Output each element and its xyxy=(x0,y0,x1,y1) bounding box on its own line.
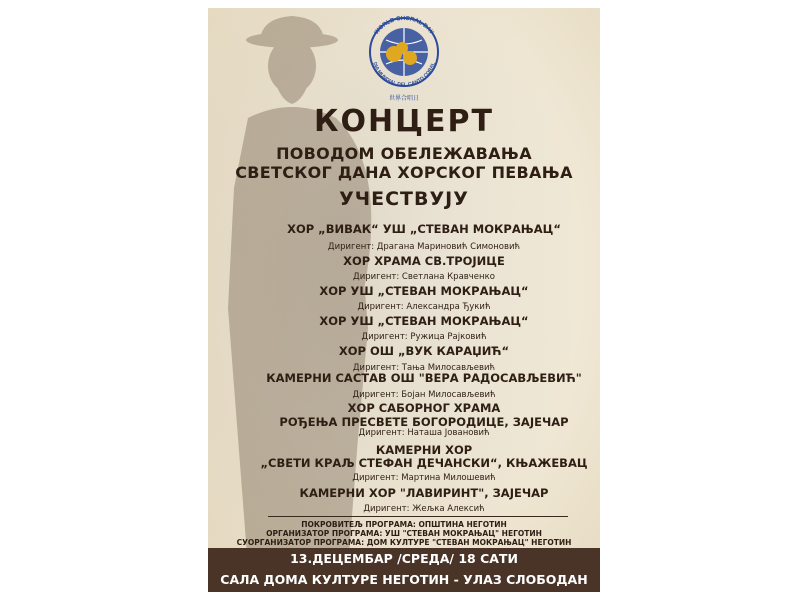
poster-subtitle-line-1: ПОВОДОМ ОБЕЛЕЖАВАЊА xyxy=(276,144,532,163)
conductor-line: Диригент: Жељка Алексић xyxy=(363,504,485,514)
choir-name: РОЂЕЊА ПРЕСВЕТЕ БОГОРОДИЦЕ, ЗАЈЕЧАР xyxy=(279,415,569,429)
logo-ring-top-text: WORLD CHORAL DAY xyxy=(373,15,435,36)
conductor-line: Диригент: Тања Милосављевић xyxy=(352,363,496,373)
choir-name: ХОР „ВИВАК“ УШ „СТЕВАН МОКРАЊАЦ“ xyxy=(287,222,561,236)
logo-ring-bottom-text: DIA MUNDIAL DEL CANTO CORAL xyxy=(371,61,437,89)
choir-name: КАМЕРНИ САСТАВ ОШ "ВЕРА РАДОСАВЉЕВИЋ" xyxy=(266,371,582,385)
choir-name: ХОР УШ „СТЕВАН МОКРАЊАЦ“ xyxy=(319,284,529,298)
poster-title: КОНЦЕРТ xyxy=(314,104,494,139)
conductor-line: Диригент: Мартина Милошевић xyxy=(352,473,496,483)
participants-heading: УЧЕСТВУЈУ xyxy=(339,188,469,210)
event-info-footer xyxy=(208,548,600,592)
choir-name: КАМЕРНИ ХОР "ЛАВИРИНТ", ЗАЈЕЧАР xyxy=(299,486,549,500)
choir-name: ХОР ХРАМА СВ.ТРОЈИЦЕ xyxy=(343,254,505,268)
sponsor-text: ПОКРОВИТЕЉ ПРОГРАМА: ОПШТИНА НЕГОТИН xyxy=(301,520,507,529)
choir-name: ХОР УШ „СТЕВАН МОКРАЊАЦ“ xyxy=(319,314,529,328)
logo-subtext: 世界合唱日 xyxy=(388,95,420,102)
poster-subtitle-line-2: СВЕТСКОГ ДАНА ХОРСКОГ ПЕВАЊА xyxy=(235,163,573,182)
choir-name: „СВЕТИ КРАЉ СТЕФАН ДЕЧАНСКИ“, КЊАЖЕВАЦ xyxy=(260,456,588,470)
choir-name: ХОР ОШ „ВУК КАРАЏИЋ“ xyxy=(338,344,510,358)
conductor-line: Диригент: Ружица Рајковић xyxy=(361,332,487,342)
divider xyxy=(268,516,568,517)
organizer-text: ОРГАНИЗАТОР ПРОГРАМА: УШ "СТЕВАН МОКРАЊАЦ" НЕГОТИН xyxy=(266,529,542,538)
concert-poster xyxy=(208,8,600,592)
choir-name: ХОР САБОРНОГ ХРАМА xyxy=(347,401,501,415)
event-date-time: 13.ДЕЦЕМБАР /СРЕДА/ 18 САТИ xyxy=(290,551,518,566)
choir-name: КАМЕРНИ ХОР xyxy=(375,443,473,457)
conductor-line: Диригент: Александра Ђукић xyxy=(357,302,491,312)
conductor-line: Диригент: Драгана Мариновић Симоновић xyxy=(327,242,521,252)
event-venue: САЛА ДОМА КУЛТУРЕ НЕГОТИН - УЛАЗ СЛОБОДАН xyxy=(220,572,588,587)
co-organizer-text: СУОРГАНИЗАТОР ПРОГРАМА: ДОМ КУЛТУРЕ "СТЕВАН МОКРАЊАЦ" НЕГОТИН xyxy=(236,538,572,547)
conductor-line: Диригент: Светлана Кравченко xyxy=(353,272,495,282)
world-choral-day-logo xyxy=(358,12,450,104)
conductor-line: Диригент: Бојан Милосављевић xyxy=(352,390,496,400)
conductor-line: Диригент: Наташа Јовановић xyxy=(358,428,490,438)
